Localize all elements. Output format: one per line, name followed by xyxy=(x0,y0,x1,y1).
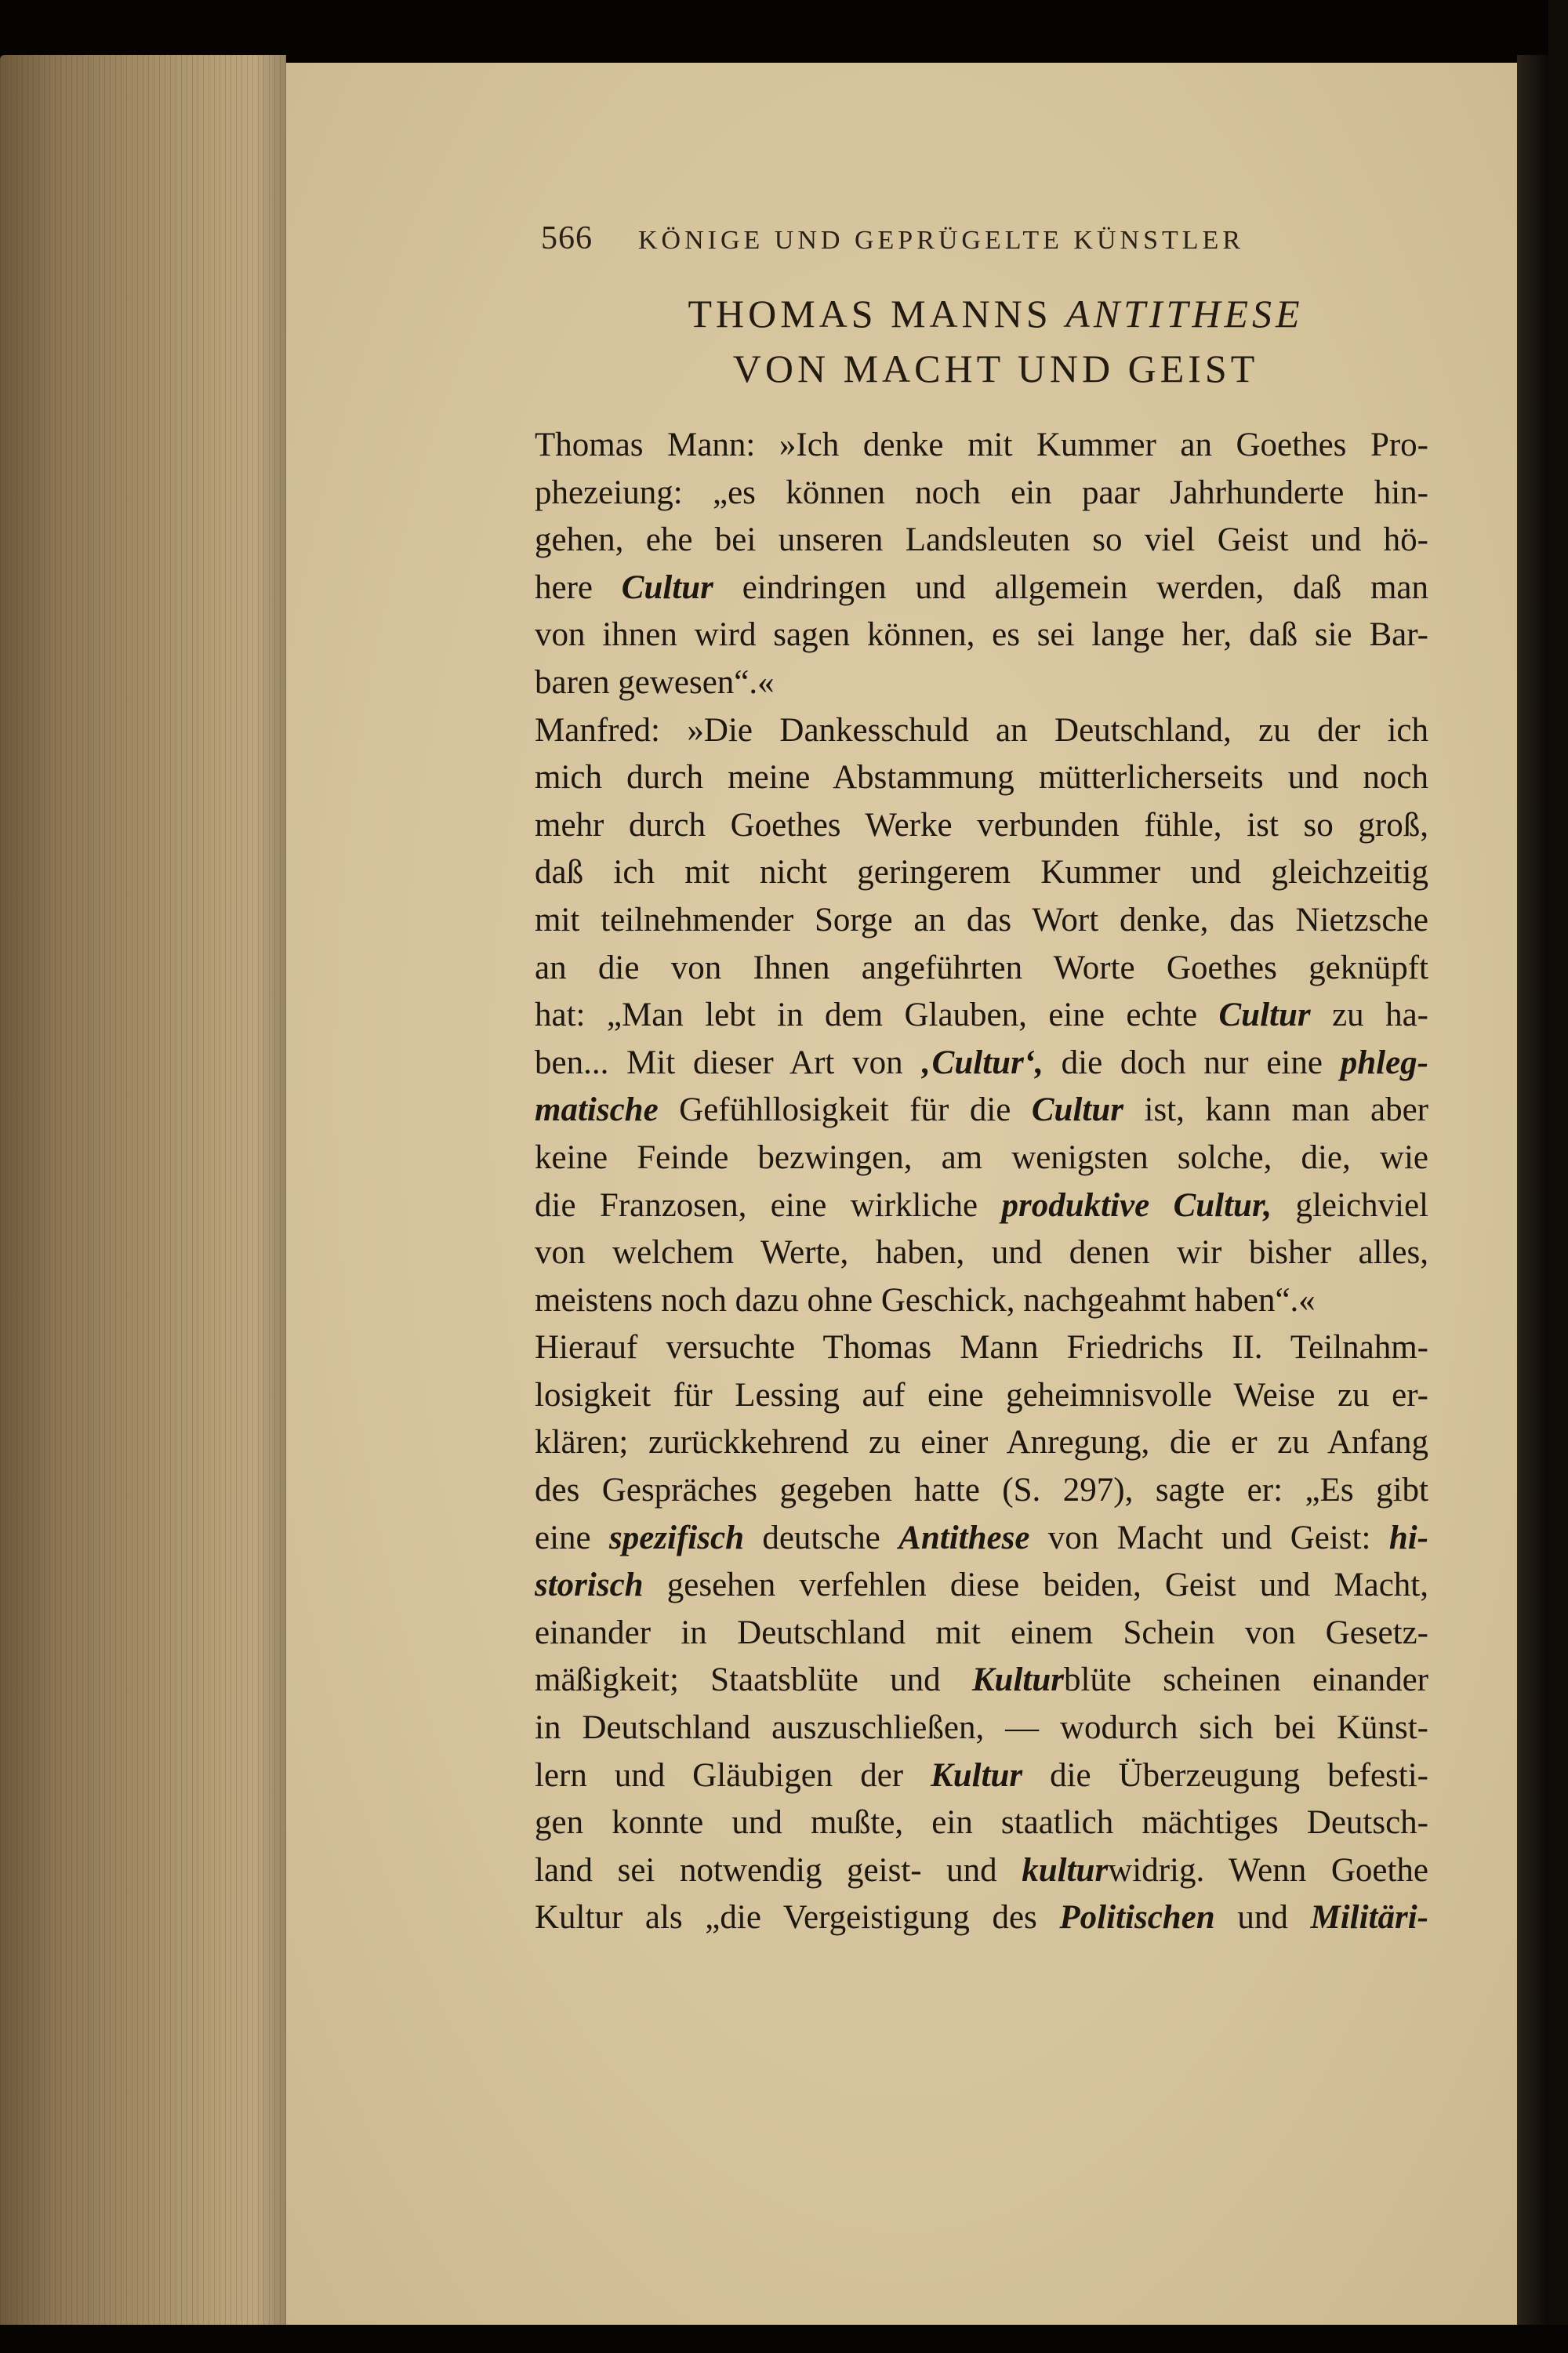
italic-text: hi- xyxy=(1388,1519,1428,1556)
text-line xyxy=(535,1752,1428,1800)
italic-text: kultur xyxy=(1022,1851,1109,1889)
text-segment: losigkeit für Lessing auf eine geheimnisvolle Weise zu er- xyxy=(535,1376,1428,1414)
text-line xyxy=(535,565,1428,612)
chapter-title-plain: THOMAS MANNS xyxy=(688,292,1066,336)
text-line xyxy=(535,470,1428,517)
text-line xyxy=(535,1087,1428,1135)
page-edge-shadow xyxy=(255,55,286,2329)
text-segment: deutsche xyxy=(743,1519,899,1556)
text-segment: keine Feinde bezwingen, am wenigsten solche, die, wie xyxy=(535,1138,1428,1176)
text-segment: ist, kann man aber xyxy=(1123,1091,1428,1129)
text-segment: die Überzeugung befesti- xyxy=(1022,1756,1428,1794)
text-segment: Hierauf versuchte Thomas Mann Friedrichs II. Teilnahm- xyxy=(535,1329,1428,1367)
italic-text: produktive Cultur, xyxy=(1001,1186,1272,1224)
text-segment: an die von Ihnen angeführten Worte Goethes geknüpft xyxy=(535,949,1428,986)
text-segment: von welchem Werte, haben, und denen wir bisher alles, xyxy=(535,1234,1428,1272)
page-edges xyxy=(0,55,286,2329)
text-line xyxy=(535,1229,1428,1277)
text-line xyxy=(535,1324,1428,1372)
body-text xyxy=(535,422,1428,1942)
text-segment: blüte scheinen einander xyxy=(1064,1661,1428,1699)
italic-text: Militäri- xyxy=(1310,1899,1428,1937)
text-segment: klären; zurückkehrend zu einer Anregung, die er zu Anfang xyxy=(535,1424,1428,1462)
italic-text: Cultur xyxy=(1218,997,1311,1034)
page-edge-lines xyxy=(0,55,286,2329)
text-line xyxy=(535,849,1428,897)
italic-text: Cultur xyxy=(1031,1091,1123,1129)
text-segment: in Deutschland auszuschließen, — wodurch sich bei Künst- xyxy=(535,1709,1428,1747)
text-segment: land sei notwendig geist- und xyxy=(535,1851,1022,1889)
text-line xyxy=(535,1657,1428,1705)
text-segment: meistens noch dazu ohne Geschick, nachgeahmt haben“.« xyxy=(535,1281,1316,1319)
text-segment: von ihnen wird sagen können, es sei lange her, daß sie Bar- xyxy=(535,616,1428,654)
text-line xyxy=(535,1799,1428,1847)
text-segment: gesehen verfehlen diese beiden, Geist und Macht, xyxy=(643,1567,1428,1604)
text-line xyxy=(535,517,1428,565)
text-line xyxy=(535,1040,1428,1088)
text-segment: von Macht und Geist: xyxy=(1029,1519,1389,1556)
background-bottom xyxy=(0,2325,1568,2353)
text-segment: here xyxy=(535,568,622,606)
text-line xyxy=(535,992,1428,1040)
italic-text: phleg- xyxy=(1340,1044,1428,1081)
italic-text: Antithese xyxy=(898,1519,1030,1556)
text-line xyxy=(535,1182,1428,1230)
italic-text: Cultur xyxy=(621,568,713,606)
text-segment: ben... Mit dieser Art von xyxy=(535,1044,921,1081)
text-segment: mäßigkeit; Staatsblüte und xyxy=(535,1661,972,1699)
text-line xyxy=(535,1372,1428,1420)
text-segment: baren gewesen“.« xyxy=(535,663,775,701)
text-line xyxy=(535,1705,1428,1752)
italic-text: storisch xyxy=(535,1567,644,1604)
text-line xyxy=(535,1467,1428,1515)
text-segment: Manfred: »Die Dankesschuld an Deutschland, zu der ich xyxy=(535,711,1428,749)
background-right xyxy=(1548,0,1568,2353)
text-line xyxy=(535,1562,1428,1610)
chapter-title-line-2: VON MACHT UND GEIST xyxy=(732,347,1259,390)
text-segment: gleichviel xyxy=(1272,1186,1428,1224)
text-segment: einander in Deutschland mit einem Schein von Gesetz- xyxy=(535,1614,1428,1651)
text-segment: Kultur als „die Vergeistigung des xyxy=(535,1899,1060,1937)
text-segment: gen konnte und mußte, ein staatlich mächtiges Deutsch- xyxy=(535,1804,1428,1842)
page-gutter xyxy=(1517,55,1548,2337)
text-line xyxy=(535,1847,1428,1895)
text-line xyxy=(535,612,1428,659)
text-segment: und xyxy=(1214,1899,1311,1937)
text-segment: widrig. Wenn Goethe xyxy=(1108,1851,1428,1889)
text-segment: Thomas Mann: »Ich denke mit Kummer an Goethes Pro- xyxy=(535,427,1428,463)
text-segment: die doch nur eine xyxy=(1043,1044,1341,1081)
text-segment: mit teilnehmender Sorge an das Wort denke, das Nietzsche xyxy=(535,901,1428,939)
italic-text: ‚Cultur‘, xyxy=(920,1044,1044,1081)
text-line xyxy=(535,802,1428,850)
text-segment: hat: „Man lebt in dem Glauben, eine echte xyxy=(535,997,1219,1034)
text-line xyxy=(535,659,1428,707)
text-line xyxy=(535,1135,1428,1182)
chapter-title-line-1 xyxy=(541,286,1450,341)
text-line xyxy=(535,1277,1428,1325)
italic-text: Politischen xyxy=(1059,1899,1215,1937)
text-segment: zu ha- xyxy=(1310,997,1428,1034)
chapter-title-italic: ANTITHESE xyxy=(1065,292,1304,336)
text-line xyxy=(535,1515,1428,1563)
text-segment: gehen, ehe bei unseren Landsleuten so viel Geist und hö- xyxy=(535,521,1428,559)
text-line xyxy=(535,707,1428,755)
text-segment: lern und Gläubigen der xyxy=(535,1756,931,1794)
text-segment: des Gespräches gegeben hatte (S. 297), sagte er: „Es gibt xyxy=(535,1472,1428,1509)
italic-text: Kultur xyxy=(971,1661,1065,1699)
text-line xyxy=(535,1610,1428,1658)
text-line xyxy=(535,1894,1428,1942)
running-head xyxy=(541,220,1466,259)
page-number: 566 xyxy=(541,220,593,256)
running-head-title: KÖNIGE UND GEPRÜGELTE KÜNSTLER xyxy=(638,226,1244,255)
text-segment: Gefühllosigkeit für die xyxy=(658,1091,1032,1129)
text-segment: die Franzosen, eine wirkliche xyxy=(535,1186,1002,1224)
text-segment: eine xyxy=(535,1519,609,1556)
text-line xyxy=(535,754,1428,802)
italic-text: matische xyxy=(535,1091,659,1129)
italic-text: Kultur xyxy=(931,1756,1023,1794)
text-line xyxy=(535,422,1428,470)
text-segment: daß ich mit nicht geringerem Kummer und gleichzeitig xyxy=(535,854,1428,891)
text-line xyxy=(535,945,1428,993)
text-segment: mehr durch Goethes Werke verbunden fühle, ist so groß, xyxy=(535,806,1428,844)
text-line xyxy=(535,897,1428,945)
text-segment: mich durch meine Abstammung mütterlicherseits und noch xyxy=(535,759,1428,797)
text-segment: eindringen und allgemein werden, daß man xyxy=(713,568,1428,606)
italic-text: spezifisch xyxy=(608,1519,744,1556)
text-segment: phezeiung: „es können noch ein paar Jahrhunderte hin- xyxy=(535,474,1428,511)
text-line xyxy=(535,1419,1428,1467)
chapter-title xyxy=(541,286,1450,396)
